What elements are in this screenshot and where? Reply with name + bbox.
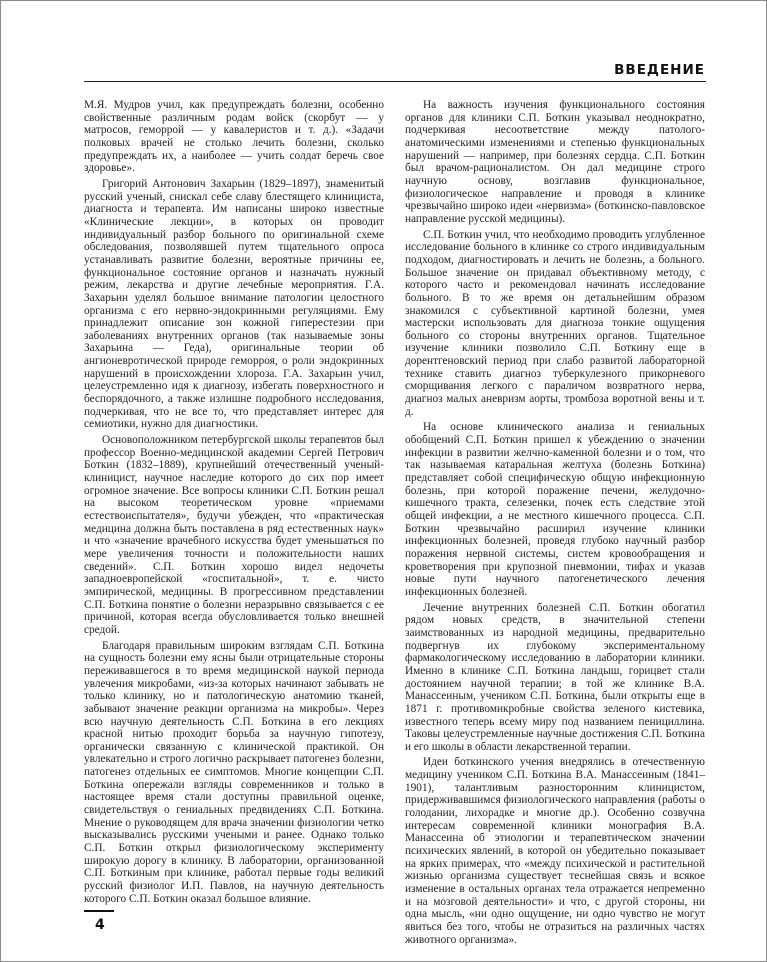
paragraph: На важность изучения функционального состояния органов для клиники С.П. Боткин указывал неоднократно, подчеркивая несоответствие между патолого-анатомическими изменениями и степенью функциональных нарушений — например, при болезнях сердца. С.П. Боткин был врачом-рационалистом. Он дал медицине строго научную основу, возглавив функциональное, физиологическое направление и проводя в клинике чрезвычайно широко идеи «нервизма» (боткинско-павловское направление русской медицины). (405, 99, 705, 225)
header-rule (84, 81, 706, 82)
paragraph: С.П. Боткин учил, что необходимо проводить углубленное исследование больного в клинике со строго индивидуальным подходом, диагностировать и лечить не болезнь, а больного. Большое значение он придавал объективному методу, с которого часто и рекомендовал начинать исследование больного. В то же время он детальнейшим образом знакомился с субъективной картиной болезни, умея мастерски использовать для диагноза тонкие ощущения больного со стороны внутренних органов. Тщательное изучение клиники позволило С.П. Боткину еще в дорентгеновский период при слабо развитой лабораторной технике ставить диагноз туберкулезного прикорневого сморщивания легкого с параличом возвратного нерва, диагноз малых аневризм аорты, тромбоза воротной вены и т. д. (405, 228, 705, 418)
right-text-column (405, 99, 705, 949)
paragraph: Григорий Антонович Захарьин (1829–1897), знаменитый русский ученый, снискал себе славу блестящего клинициста, диагноста и терапевта. Им написаны широко известные «Клинические лекции», в которых он проводит индивидуальный разбор больного по оригинальной схеме обследования, позволявшей путем тщательного опроса устанавливать развитие болезни, вероятные причины ее, функциональное состояние органов и назначать нужный режим, лекарства и другие лечебные мероприятия. Г.А. Захарьин уделял большое внимание патологии целостного организма с его нервно-эндокринными регуляциями. Ему принадлежит описание зон кожной гиперестезии при заболеваниях внутренних органов (так называемые зоны Захарьина — Геда), оригинальные теории об ангионевротической природе геморроя, о роли эндокринных нарушений в происхождении хлороза. Г.А. Захарьин учил, целеустремленно идя к диагнозу, избегать поверхностного и беспорядочного, а также излишне подробного исследования, подчеркивая, что не все то, что представляет интерес для семиотики, нужно для диагностики. (84, 177, 384, 431)
paragraph: Идеи боткинского учения внедрялись в отечественную медицину учеником С.П. Боткина В.А. Манассеиным (1841–1901), талантливым разносторонним клиницистом, придерживавшимся физиологического направления (работы о голодании, лихорадке и многие др.). Особенно созвучна интересам современной клиники монография В.А. Манассеина об этиологии и терапевтическом значении психических явлений, в которой он убедительно показывает на ярких примерах, что «между психической и растительной жизнью организма существует теснейшая связь и всякое изменение в остальных органах тела отражается непременно и на мозговой деятельности» и что, с другой стороны, ни одна мысль, «ни одно ощущение, ни одно чувство не могут явиться без того, чтобы не отразиться на различных частях животного организма». (405, 756, 705, 946)
paragraph: Основоположником петербургской школы терапевтов был профессор Военно-медицинской академии Сергей Петрович Боткин (1832–1889), крупнейший отечественный ученый-клиницист, научное наследие которого до сих пор имеет огромное значение. Все вопросы клиники С.П. Боткин решал на высоком теоретическом уровне «приемами естествоиспытателя», будучи убежден, что «практическая медицина должна быть поставлена в ряд естественных наук» и что «значение врачебного искусства будет уменьшаться по мере увеличения точности и положительности наших сведений». С.П. Боткин хорошо видел недочеты западноевропейской «госпитальной», т. е. чисто эмпирической, медицины. В прогрессивном представлении С.П. Боткина понятие о болезни неразрывно связывается с ее причиной, которая всегда обусловливается только внешней средой. (84, 434, 384, 636)
page-number: 4 (95, 917, 105, 933)
running-header-title: ВВЕДЕНИЕ (614, 62, 705, 78)
page-number-rule (84, 910, 114, 912)
left-text-column (84, 99, 384, 908)
paragraph: М.Я. Мудров учил, как предупреждать болезни, особенно свойственные различным родам войск (скорбут — у матросов, геморрой — у кавалеристов и т. д.). «Задачи полковых врачей не столько лечить болезни, сколько предупреждать их, а наиболее — учить солдат беречь свое здоровье». (84, 99, 384, 175)
paragraph: На основе клинического анализа и гениальных обобщений С.П. Боткин пришел к убеждению о значении инфекции в развитии желчно-каменной болезни и о том, что так называемая катаральная желтуха (болезнь Боткина) представляет собой специфическую общую инфекционную болезнь, при которой поражение печени, желудочно-кишечного тракта, селезенки, почек есть следствие этой общей инфекции, а не местного кишечного процесса. С.П. Боткин чрезвычайно расширил изучение клиники инфекционных болезней, проведя глубоко научный разбор поражения нервной системы, систем кровообращения и кроветворения при крупозной пневмонии, тифах и указав новые пути научного патогенетического лечения инфекционных болезней. (405, 421, 705, 598)
paragraph: Благодаря правильным широким взглядам С.П. Боткина на сущность болезни ему ясны были отрицательные стороны переживавшегося в то время медицинской наукой периода увлечения микробами, «из-за которых начинают забывать не только клинику, но и патологическую анатомию тканей, забывают значение реакции организма на микробы». Через всю научную деятельность С.П. Боткина в его лекциях красной нитью проходит борьба за научную гипотезу, органически связанную с клинической практикой. Он увлекательно и строго логично раскрывает патогенез болезни, патогенез отдельных ее симптомов. Многие концепции С.П. Боткина опережали взгляды современников и только в настоящее время стали доступны правильной оценке, свидетельствуя о гениальных предвидениях С.П. Боткина. Мнение о руководящем для врача значении физиологии четко высказывались русскими учеными и ранее. Однако только С.П. Боткин открыл физиологическому эксперименту широкую дорогу в клинику. В лаборатории, организованной С.П. Боткиным при клинике, работал первые годы великий русский физиолог И.П. Павлов, на научную деятельность которого С.П. Боткин оказал большое влияние. (84, 639, 385, 905)
paragraph: Лечение внутренних болезней С.П. Боткин обогатил рядом новых средств, в значительной степени заимствованных из народной медицины, предварительно подвергнув их глубокому экспериментальному фармакологическому исследованию в лаборатории клиники. Именно в клинике С.П. Боткина ландыш, горицвет стали достоянием научной терапии; в той же клинике В.А. Манассеиным, учеником С.П. Боткина, были открыты еще в 1871 г. противомикробные свойства зеленого кистевика, известного теперь всему миру под названием пенициллина. Таковы целеустремленные научные достижения С.П. Боткина и его школы в области лекарственной терапии. (405, 601, 705, 753)
